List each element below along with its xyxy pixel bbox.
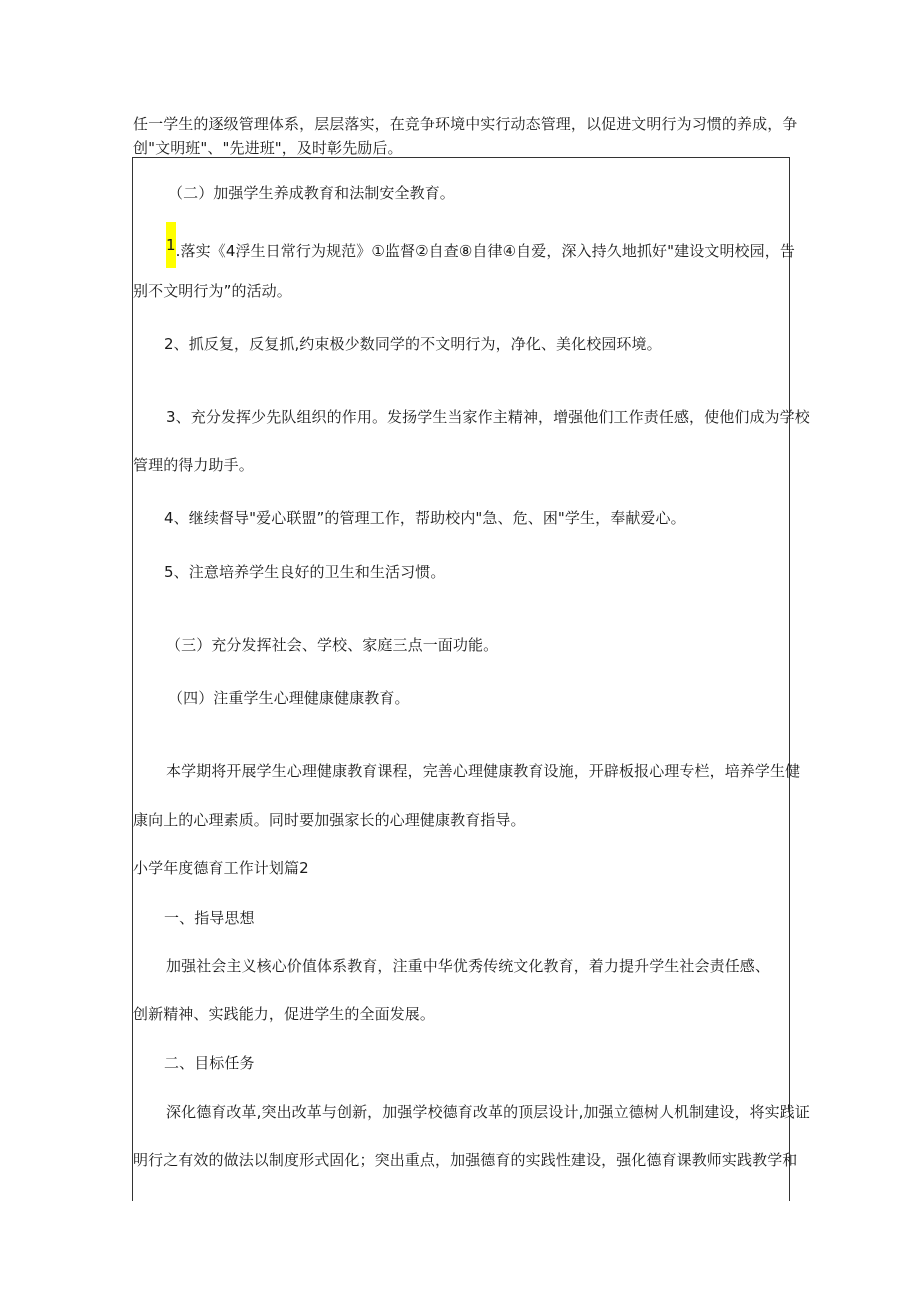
list-item-4: 4、继续督导"爱心联盟”的管理工作，帮助校内"急、危、困"学生，奉献爱心。 [164, 509, 686, 527]
section-heading-3: （三）充分发挥社会、学校、家庭三点一面功能。 [166, 636, 499, 654]
list-item-5: 5、注意培养学生良好的卫生和生活习惯。 [164, 563, 446, 581]
section-heading-4: （四）注重学生心理健康健康教育。 [168, 689, 410, 707]
section-heading-2: （二）加强学生养成教育和法制安全教育。 [168, 184, 455, 202]
list-item-1 [166, 235, 795, 268]
article-title: 小学年度德育工作计划篇2 [133, 859, 309, 877]
table-border-left [132, 157, 133, 1201]
paragraph-line: 别不文明行为”的活动。 [133, 282, 292, 300]
paragraph-line: 明行之有效的做法以制度形式固化；突出重点，加强德育的实践性建设，强化德育课教师实践教学和 [133, 1151, 798, 1169]
list-item-2: 2、抓反复，反复抓,约束极少数同学的不文明行为，净化、美化校园环境。 [164, 335, 662, 353]
list-item-1-text: .落实《4浮生日常行为规范》①监督②自查⑧自律④自爱，深入持久地抓好"建设文明校园，告 [175, 242, 795, 260]
section-heading-guiding: 一、指导思想 [164, 909, 255, 927]
section-heading-goals: 二、目标任务 [164, 1054, 255, 1072]
list-item-3: 3、充分发挥少先队组织的作用。发扬学生当家作主精神，增强他们工作责任感，使他们成为学校 [166, 408, 810, 426]
paragraph-line: 深化德育改革,突出改革与创新，加强学校德育改革的顶层设计,加强立德树人机制建设，将实践证 [166, 1103, 810, 1121]
table-border-right [789, 157, 790, 1201]
paragraph-line: 创新精神、实践能力，促进学生的全面发展。 [133, 1005, 436, 1023]
highlighted-number: 1 [166, 222, 176, 268]
paragraph-line: 本学期将开展学生心理健康教育课程，完善心理健康教育设施，开辟板报心理专栏，培养学生健 [166, 762, 801, 780]
paragraph-line: 创"文明班"、"先进班"，及时彰先励后。 [133, 139, 403, 157]
paragraph-line: 康向上的心理素质。同时要加强家长的心理健康教育指导。 [133, 811, 526, 829]
paragraph-line: 任一学生的逐级管理体系，层层落实，在竞争环境中实行动态管理，以促进文明行为习惯的养成，争 [133, 115, 798, 133]
paragraph-line: 加强社会主义核心价值体系教育，注重中华优秀传统文化教育，着力提升学生社会责任感、 [166, 957, 771, 975]
paragraph-line: 管理的得力助手。 [133, 456, 254, 474]
